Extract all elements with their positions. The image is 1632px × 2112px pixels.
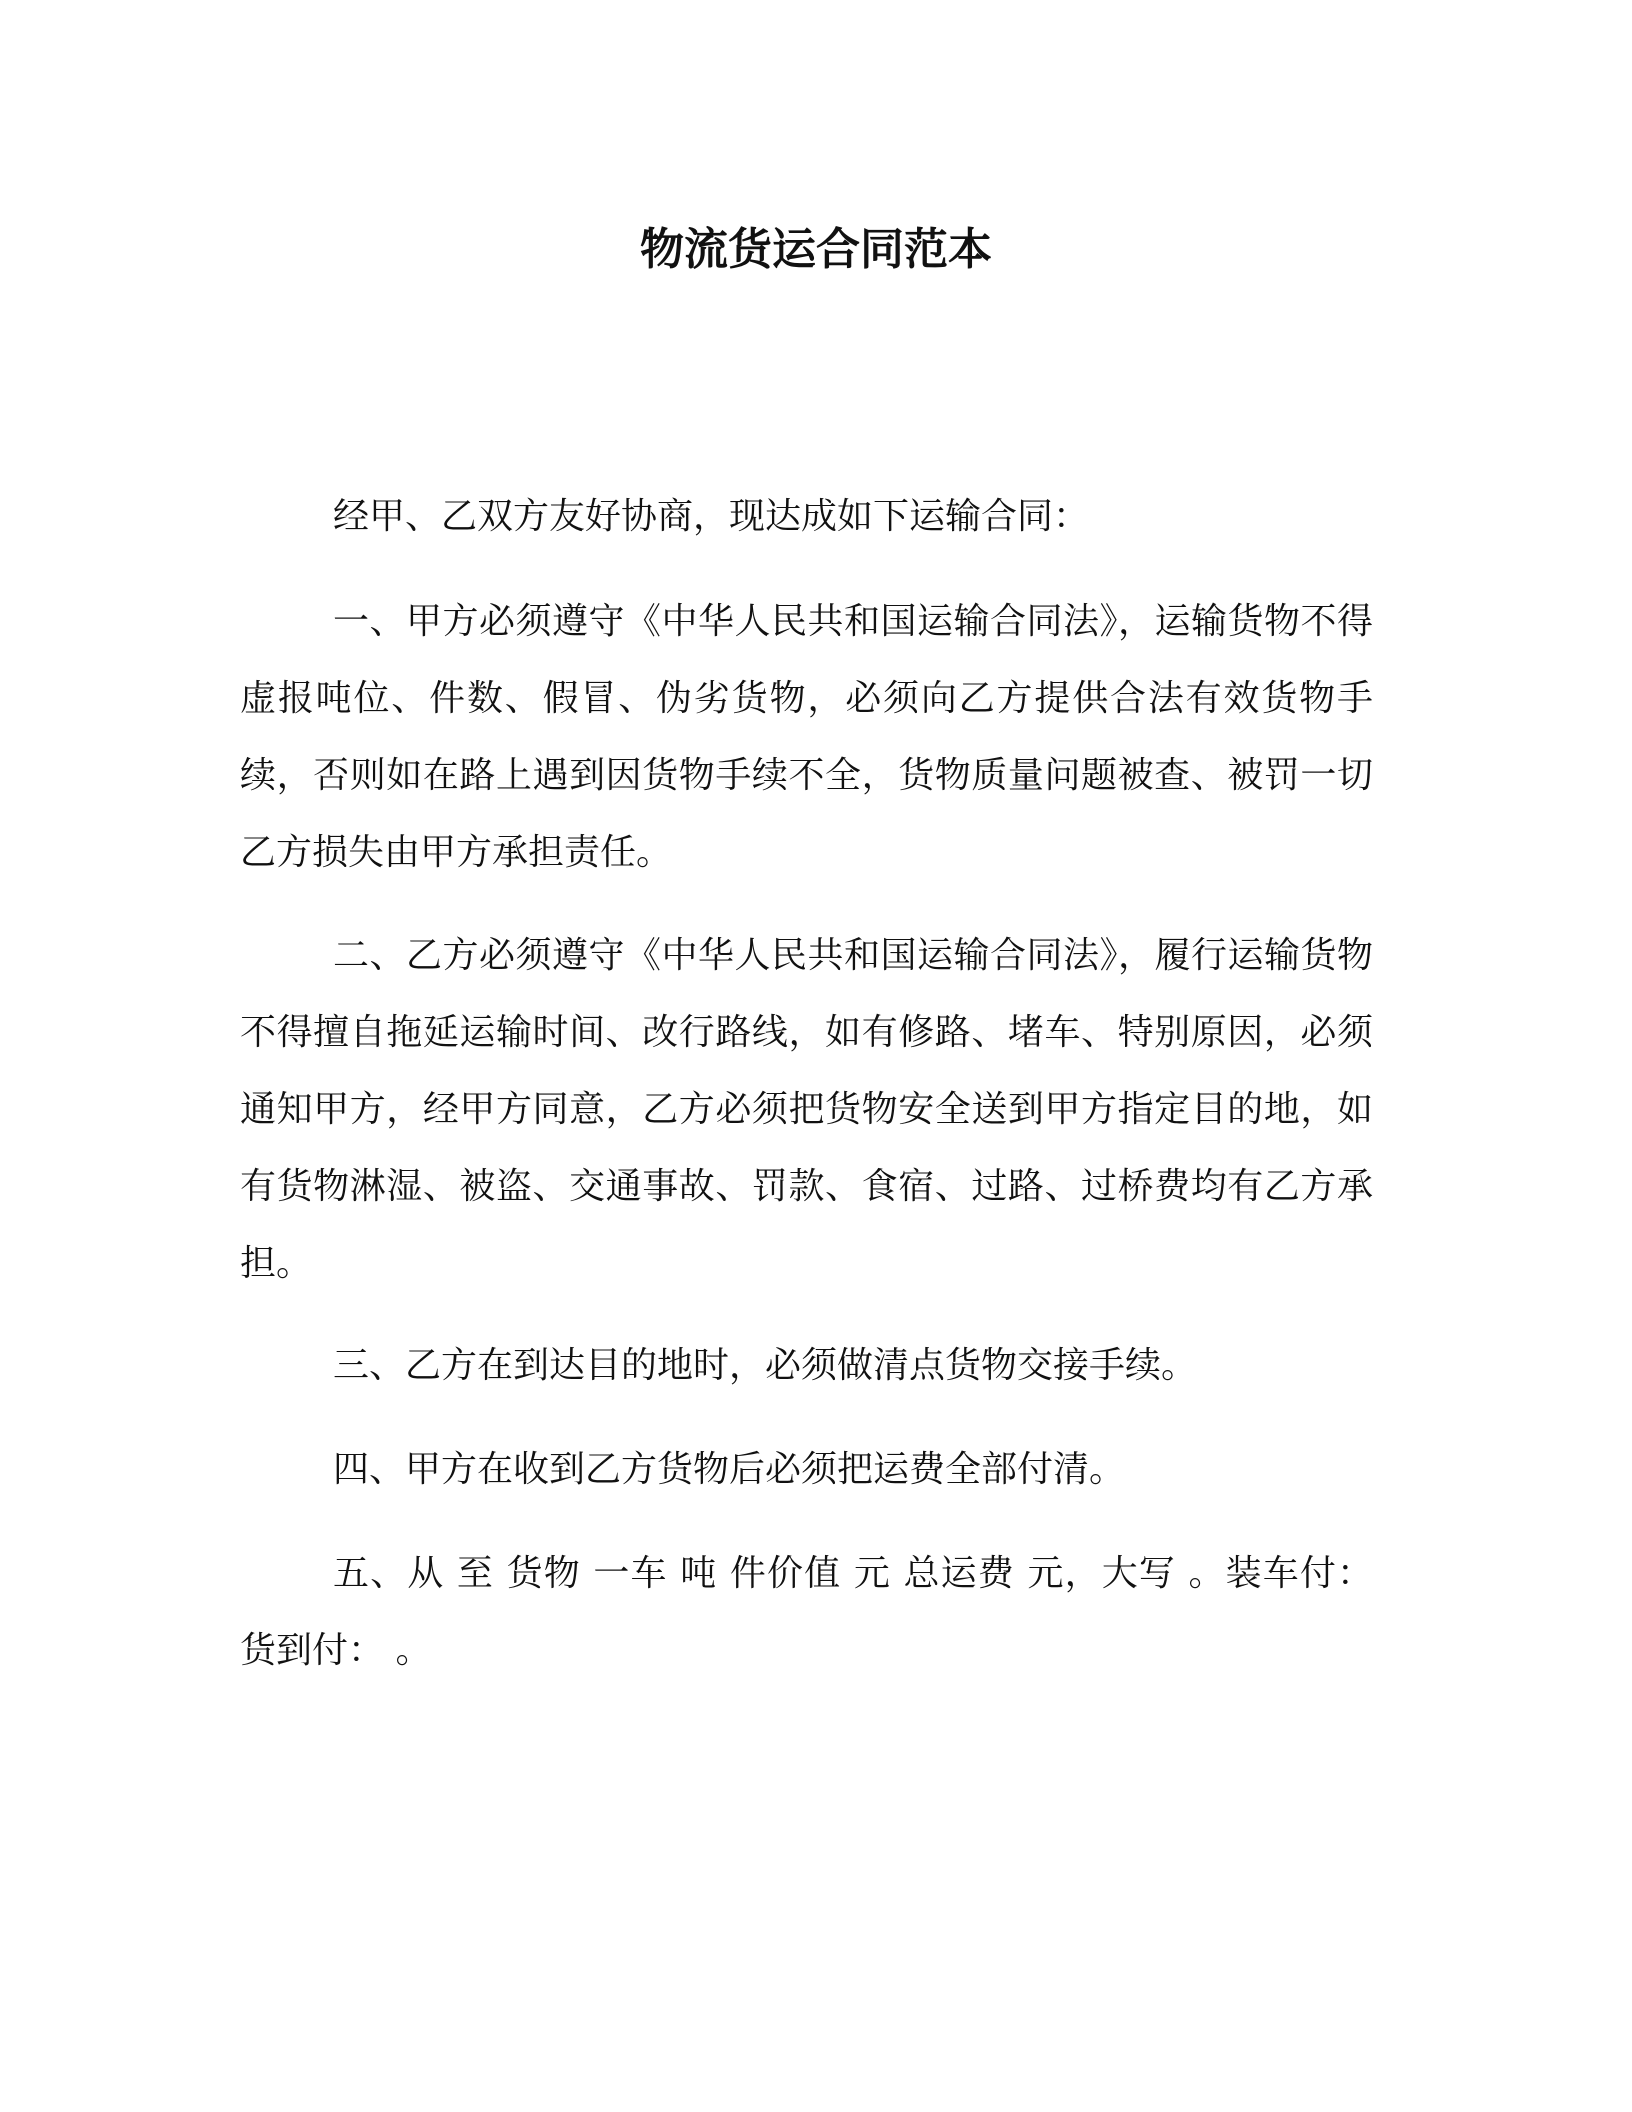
paragraph-clause-3: 三、乙方在到达目的地时，必须做清点货物交接手续。 [333,1345,1198,1386]
paragraph-clause-2: 二、乙方必须遵守《中华人民共和国运输合同法》，履行运输货物不得擅自拖延运输时间、改行路线，如有修路、堵车、特别原因，必须通知甲方，经甲方同意，乙方必须把货物安全送到甲方指定目的地，如有货物淋湿、被盗、交通事故、罚款、食宿、过路、过桥费均有乙方承担。 [240,935,1373,1284]
paragraph-clause-1: 一、甲方必须遵守《中华人民共和国运输合同法》，运输货物不得虚报吨位、件数、假冒、伪劣货物，必须向乙方提供合法有效货物手续，否则如在路上遇到因货物手续不全，货物质量问题被查、被罚一切乙方损失由甲方承担责任。 [240,601,1373,873]
paragraph-clause-5: 五、从 至 货物 一车 吨 件价值 元 总运费 元，大写 。装车付： 货到付： 。 [240,1553,1373,1671]
paragraph-intro: 经甲、乙双方友好协商，现达成如下运输合同： [333,496,1090,537]
document-title: 物流货运合同范本 [640,224,992,275]
paragraph-clause-4: 四、甲方在收到乙方货物后必须把运费全部付清。 [333,1449,1126,1490]
